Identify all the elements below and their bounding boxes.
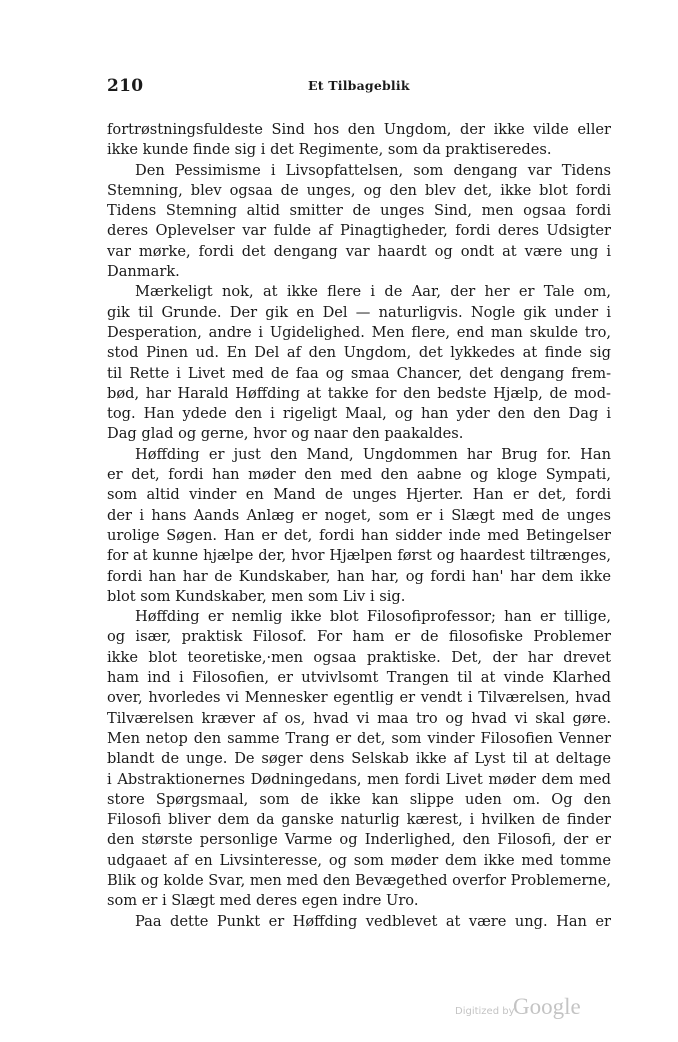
text-line: Tidens Stemning altid smitter de unges Sind, men ogsaa fordi [107, 202, 611, 220]
text-line: blandt de unge. De søger dens Selskab ikke af Lyst til at deltage [107, 750, 611, 768]
text-line: stod Pinen ud. En Del af den Ungdom, det lykkedes at finde sig [107, 344, 611, 362]
text-line: og især, praktisk Filosof. For ham er de filosofiske Problemer [107, 628, 611, 646]
text-line: store Spørgsmaal, som de ikke kan slippe uden om. Og den [107, 790, 611, 808]
running-head: Et Tilbageblik [308, 78, 410, 93]
text-line: blot som Kundskaber, men som Liv i sig. [107, 587, 406, 605]
text-line: ikke kunde finde sig i det Regimente, som da praktiseredes. [107, 141, 552, 159]
text-line: Desperation, andre i Ugidelighed. Men flere, end man skulde tro, [107, 323, 611, 341]
text-line: Paa dette Punkt er Høffding vedblevet at være ung. Han er [135, 912, 611, 930]
text-line: Høffding er just den Mand, Ungdommen har Brug for. Han [135, 445, 611, 463]
text-line: Dag glad og gerne, hvor og naar den paakaldes. [107, 425, 464, 443]
text-line: Danmark. [107, 263, 180, 281]
google-logo: Google [513, 994, 581, 1019]
text-line: Filosofi bliver dem da ganske naturlig kærest, i hvilken de finder [107, 811, 611, 829]
text-line: ikke blot teoretiske,·men ogsaa praktiske. Det, der har drevet [107, 648, 611, 666]
text-line: som altid vinder en Mand de unges Hjerter. Han er det, fordi [107, 486, 611, 504]
text-line: Blik og kolde Svar, men med den Bevægethed overfor Problemerne, [107, 871, 611, 889]
text-line: gik til Grunde. Der gik en Del — naturligvis. Nogle gik under i [107, 303, 611, 321]
text-line: over, hvorledes vi Mennesker egentlig er vendt i Tilværelsen, hvad [107, 689, 611, 707]
text-line: der i hans Aands Anlæg er noget, som er i Slægt med de unges [107, 506, 611, 524]
text-line: i Abstraktionernes Dødningedans, men fordi Livet møder dem med [107, 770, 611, 788]
text-line: ham ind i Filosofien, er utvivlsomt Trangen til at vinde Klarhed [107, 669, 611, 687]
page-header [107, 76, 611, 96]
text-line: Tilværelsen kræver af os, hvad vi maa tro og hvad vi skal gøre. [107, 709, 611, 727]
text-line: for at kunne hjælpe der, hvor Hjælpen først og haardest tiltrænges, [107, 547, 611, 565]
body-text [107, 120, 611, 932]
page-number: 210 [107, 76, 144, 96]
text-line: Høffding er nemlig ikke blot Filosofiprofessor; han er tillige, [135, 608, 611, 626]
text-line: som er i Slægt med deres egen indre Uro. [107, 892, 419, 910]
text-line: Mærkeligt nok, at ikke flere i de Aar, der her er Tale om, [135, 283, 611, 301]
text-line: fortrøstningsfuldeste Sind hos den Ungdom, der ikke vilde eller [107, 121, 611, 138]
text-line: til Rette i Livet med de faa og smaa Chancer, det dengang frem- [107, 364, 611, 382]
text-line: var mørke, fordi det dengang var haardt og ondt at være ung i [107, 242, 611, 260]
text-line: Stemning, blev ogsaa de unges, og den blev det, ikke blot fordi [107, 181, 611, 199]
text-line: urolige Søgen. Han er det, fordi han sidder inde med Betingelser [107, 526, 611, 544]
digitized-by-google-watermark [455, 994, 605, 1024]
text-line: tog. Han ydede den i rigeligt Maal, og han yder den den Dag i [107, 405, 611, 423]
text-line: udgaaet af en Livsinteresse, og som møder dem ikke med tomme [107, 851, 611, 869]
text-line: Den Pessimisme i Livsopfattelsen, som dengang var Tidens [135, 161, 611, 179]
text-line: fordi han har de Kundskaber, han har, og fordi han' har dem ikke [107, 567, 611, 585]
watermark-prefix: Digitized by [455, 1006, 515, 1017]
text-line: Men netop den samme Trang er det, som vinder Filosofien Venner [107, 729, 611, 747]
text-line: er det, fordi han møder den med den aabne og kloge Sympati, [107, 466, 611, 484]
text-line: bød, har Harald Høffding at takke for den bedste Hjælp, de mod- [107, 384, 611, 402]
text-line: deres Oplevelser var fulde af Pinagtigheder, fordi deres Udsigter [107, 222, 611, 240]
text-line: den største personlige Varme og Inderlighed, den Filosofi, der er [107, 831, 611, 849]
